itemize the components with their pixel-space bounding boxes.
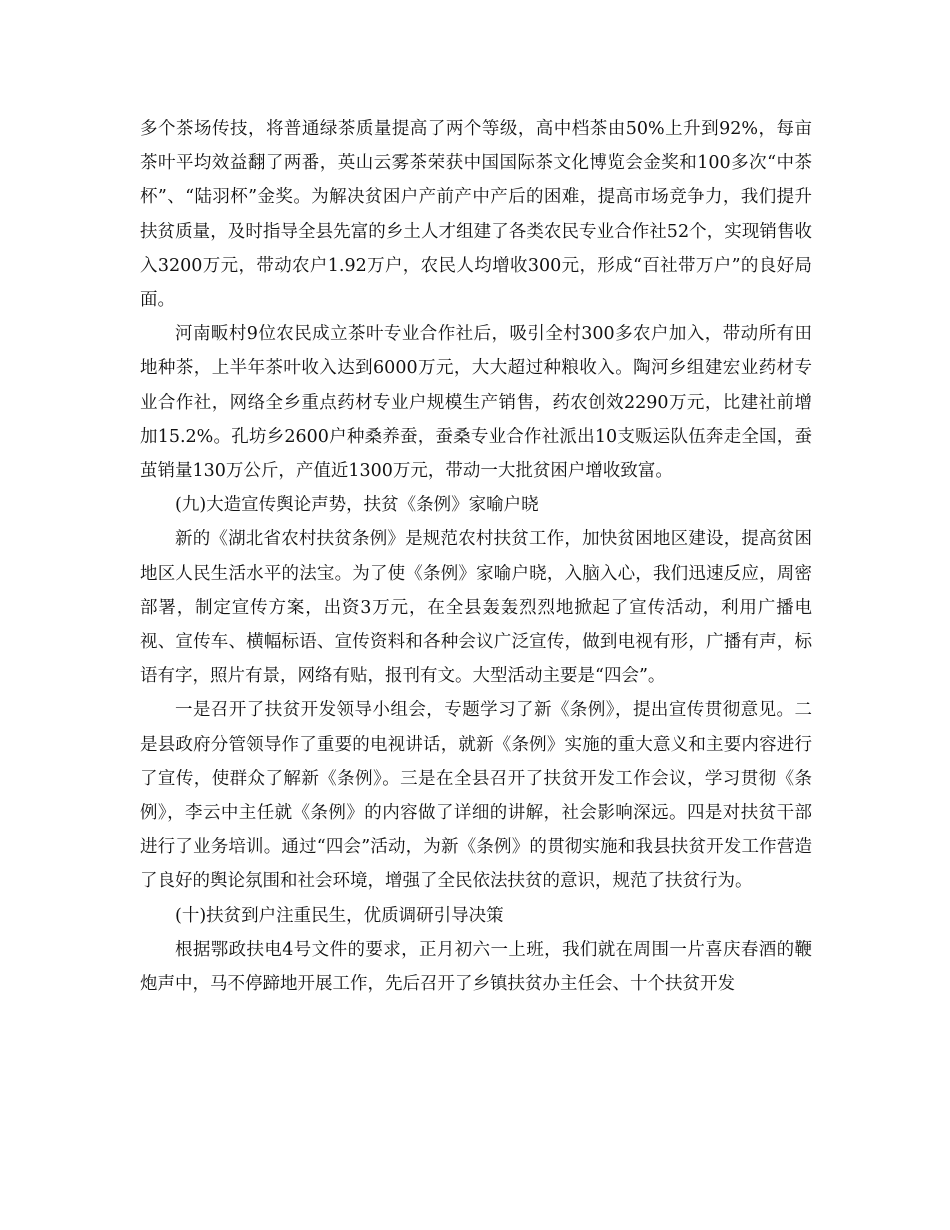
paragraph-research: 根据鄂政扶电4号文件的要求，正月初六一上班，我们就在周围一片喜庆春酒的鞭炮声中，马不停蹄地开展工作，先后召开了乡镇扶贫办主任会、十个扶贫开发	[140, 939, 812, 995]
paragraph-cooperatives: 河南畈村9位农民成立茶叶专业合作社后，吸引全村300多农户加入，带动所有田地种茶，上半年茶叶收入达到6000万元，大大超过种粮收入。陶河乡组建宏业药材专业合作社，网络全乡重点药材专业户规模生产销售，药农创效2290万元，比建社前增加15.2%。孔坊乡2600户种桑养蚕，蚕桑专业合作社派出10支贩运队伍奔走全国，蚕茧销量130万公斤，产值近1300万元，带动一大批贫困户增收致富。	[140, 324, 812, 482]
section-heading-9: (九)大造宣传舆论声势，扶贫《条例》家喻户晓	[175, 495, 539, 516]
paragraph-continuation: 多个茶场传技，将普通绿茶质量提高了两个等级，高中档茶由50%上升到92%，每亩茶叶平均效益翻了两番，英山云雾茶荣获中国国际茶文化博览会金奖和100多次“中茶杯”、“陆羽杯”金奖。为解决贫困户产前产中产后的困难，提高市场竞争力，我们提升扶贫质量，及时指导全县先富的乡土人才组建了各类农民专业合作社52个，实现销售收入3200万元，带动农户1.92万户，农民人均增收300元，形成“百社带万户”的良好局面。	[140, 119, 812, 311]
paragraph-four-meetings: 一是召开了扶贫开发领导小组会，专题学习了新《条例》，提出宣传贯彻意见。二是县政府分管领导作了重要的电视讲话，就新《条例》实施的重大意义和主要内容进行了宣传，使群众了解新《条例》。三是在全县召开了扶贫开发工作会议，学习贯彻《条例》，李云中主任就《条例》的内容做了详细的讲解，社会影响深远。四是对扶贫干部进行了业务培训。通过“四会”活动，为新《条例》的贯彻实施和我县扶贫开发工作营造了良好的舆论氛围和社会环境，增强了全民依法扶贫的意识，规范了扶贫行为。	[140, 700, 812, 892]
document-body	[140, 112, 812, 1001]
paragraph-regulations: 新的《湖北省农村扶贫条例》是规范农村扶贫工作，加快贫困地区建设，提高贫困地区人民生活水平的法宝。为了使《条例》家喻户晓，入脑入心，我们迅速反应，周密部署，制定宣传方案，出资3万元，在全县轰轰烈烈地掀起了宣传活动，利用广播电视、宣传车、横幅标语、宣传资料和各种会议广泛宣传，做到电视有形，广播有声，标语有字，照片有景，网络有贴，报刊有文。大型活动主要是“四会”。	[140, 529, 812, 687]
section-heading-10: (十)扶贫到户注重民生，优质调研引导决策	[175, 905, 504, 926]
